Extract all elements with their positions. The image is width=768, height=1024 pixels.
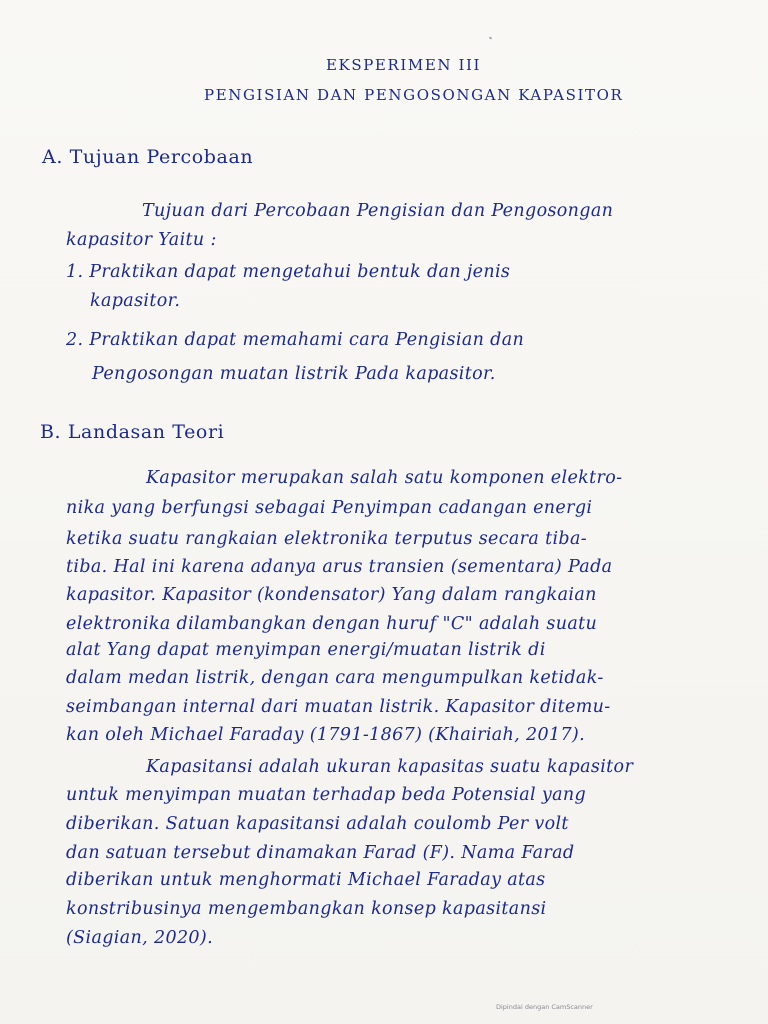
section-b-line-0: Kapasitor merupakan salah satu komponen elektro- <box>146 468 623 488</box>
section-b-line-11: untuk menyimpan muatan terhadap beda Potensial yang <box>66 785 587 805</box>
section-a-line-0: Tujuan dari Percobaan Pengisian dan Pengosongan <box>142 201 614 221</box>
section-a-heading: A. Tujuan Percobaan <box>42 146 254 168</box>
section-b-line-3: tiba. Hal ini karena adanya arus transien (sementara) Pada <box>66 557 613 577</box>
section-b-heading: B. Landasan Teori <box>40 421 225 443</box>
section-b-line-13: dan satuan tersebut dinamakan Farad (F). Nama Farad <box>66 843 575 863</box>
section-b-line-4: kapasitor. Kapasitor (kondensator) Yang dalam rangkaian <box>66 585 597 605</box>
title-line-2: PENGISIAN DAN PENGOSONGAN KAPASITOR <box>204 86 624 104</box>
scanner-watermark: Dipindai dengan CamScanner <box>496 1003 593 1011</box>
section-a-line-1: kapasitor Yaitu : <box>66 230 217 250</box>
section-b-line-12: diberikan. Satuan kapasitansi adalah coulomb Per volt <box>66 814 569 834</box>
section-b-line-7: dalam medan listrik, dengan cara mengumpulkan ketidak- <box>66 668 604 688</box>
section-a-line-3: kapasitor. <box>90 291 181 311</box>
section-a-line-5: Pengosongan muatan listrik Pada kapasitor. <box>92 364 496 384</box>
title-line-1: EKSPERIMEN III <box>326 56 482 74</box>
section-b-line-8: seimbangan internal dari muatan listrik. Kapasitor ditemu- <box>66 697 611 717</box>
section-b-line-14: diberikan untuk menghormati Michael Faraday atas <box>66 870 546 890</box>
section-b-line-15: konstribusinya mengembangkan konsep kapasitansi <box>66 899 547 919</box>
section-b-line-9: kan oleh Michael Faraday (1791-1867) (Khairiah, 2017). <box>66 725 586 745</box>
section-b-line-2: ketika suatu rangkaian elektronika terputus secara tiba- <box>66 529 588 549</box>
section-b-line-6: alat Yang dapat menyimpan energi/muatan listrik di <box>66 640 546 660</box>
section-a-line-4: 2. Praktikan dapat memahami cara Pengisian dan <box>66 330 525 350</box>
section-b-line-5: elektronika dilambangkan dengan huruf "C" adalah suatu <box>66 614 598 634</box>
section-a-line-2: 1. Praktikan dapat mengetahui bentuk dan jenis <box>66 262 511 282</box>
ink-speck <box>489 36 493 39</box>
section-b-line-16: (Siagian, 2020). <box>66 928 214 948</box>
section-b-line-10: Kapasitansi adalah ukuran kapasitas suatu kapasitor <box>146 757 634 777</box>
section-b-line-1: nika yang berfungsi sebagai Penyimpan cadangan energi <box>66 498 593 518</box>
